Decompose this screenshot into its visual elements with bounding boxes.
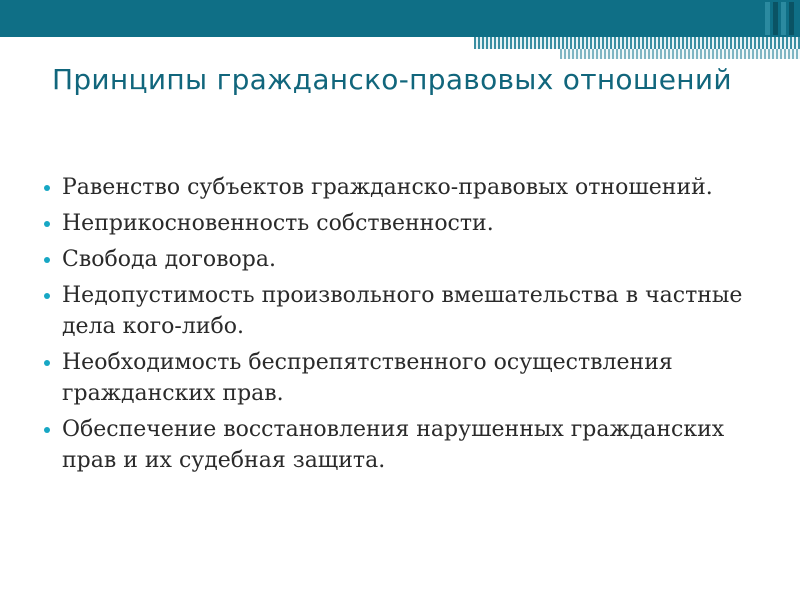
bullet-text: Недопустимость произвольного вмешательства в частные дела кого-либо. xyxy=(62,283,743,339)
bullet-text: Равенство субъектов гражданско-правовых отношений. xyxy=(62,175,713,200)
corner-bar xyxy=(765,2,770,35)
bullet-item xyxy=(42,244,772,275)
decorative-stripe xyxy=(474,37,800,49)
corner-bar xyxy=(789,2,794,35)
header-bar xyxy=(0,0,800,37)
bullet-icon xyxy=(44,257,50,263)
bullet-icon xyxy=(44,360,50,366)
slide-title: Принципы гражданско-правовых отношений xyxy=(52,63,732,96)
bullet-text: Неприкосновенность собственности. xyxy=(62,211,494,236)
bullet-icon xyxy=(44,293,50,299)
bullet-item xyxy=(42,172,772,203)
bullet-icon xyxy=(44,185,50,191)
bullet-item xyxy=(42,280,772,342)
bullet-text: Свобода договора. xyxy=(62,247,276,272)
bullet-item xyxy=(42,208,772,239)
bullet-text: Необходимость беспрепятственного осуществления гражданских прав. xyxy=(62,350,673,406)
bullet-item xyxy=(42,414,772,476)
decorative-stripe xyxy=(560,49,800,59)
bullet-list xyxy=(42,172,772,481)
bullet-icon xyxy=(44,427,50,433)
bullet-item xyxy=(42,347,772,409)
corner-bar xyxy=(773,2,778,35)
corner-decoration xyxy=(765,2,794,35)
bullet-text: Обеспечение восстановления нарушенных гражданских прав и их судебная защита. xyxy=(62,417,725,473)
bullet-icon xyxy=(44,221,50,227)
corner-bar xyxy=(781,2,786,35)
